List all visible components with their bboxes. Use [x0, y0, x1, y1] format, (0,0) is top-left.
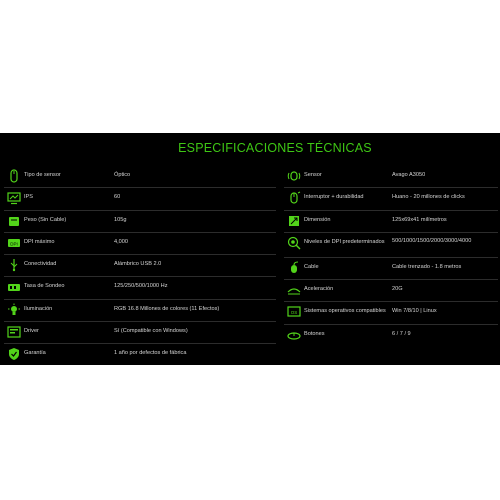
spec-value: Win 7/8/10 | Linux [392, 308, 437, 315]
spec-row [284, 325, 498, 346]
spec-value: 125/250/500/1000 Hz [114, 283, 168, 290]
spec-label: Cable [304, 263, 319, 270]
spec-label: Iluminación [24, 305, 53, 312]
left-spec-column [4, 166, 276, 366]
weight-icon [7, 214, 21, 228]
polling-icon [7, 280, 21, 294]
spec-label: Driver [24, 328, 39, 335]
spec-value: 1 año por defectos de fábrica [114, 350, 187, 357]
spec-row [4, 300, 276, 322]
mouse-icon [7, 169, 21, 183]
spec-label: Botones [304, 330, 325, 337]
spec-value: Alámbrico USB 2.0 [114, 261, 162, 268]
spec-value: Cable trenzado - 1.8 metros [392, 263, 462, 270]
spec-value: 500/1000/1500/2000/3000/4000 [392, 237, 472, 244]
spec-label: Garantía [24, 350, 46, 357]
spec-row [284, 166, 498, 188]
spec-row [4, 211, 276, 233]
spec-row [4, 166, 276, 188]
spec-value: Avago A3050 [392, 172, 426, 178]
spec-row [4, 255, 276, 277]
spec-label: Sistemas operativos compatibles [304, 308, 386, 315]
spec-row [4, 322, 276, 344]
spec-row [284, 302, 498, 324]
section-title: ESPECIFICACIONES TÉCNICAS [178, 141, 372, 155]
spec-row [284, 280, 498, 302]
driver-icon [7, 325, 21, 339]
spec-label: Interruptor + durabilidad [304, 194, 364, 201]
spec-row [4, 277, 276, 299]
spec-label: Niveles de DPI predeterminados [304, 238, 385, 245]
spec-row [4, 344, 276, 365]
spec-row [284, 188, 498, 210]
dimension-icon [287, 214, 301, 228]
spec-row [284, 233, 498, 258]
spec-row [4, 188, 276, 210]
spec-label: Peso (Sin Cable) [24, 216, 67, 223]
spec-label: Aceleración [304, 286, 334, 293]
spec-label: Sensor [304, 172, 322, 178]
spec-row [4, 233, 276, 255]
spec-row [284, 258, 498, 280]
switch-icon [287, 191, 301, 205]
spec-label: Tipo de sensor [24, 172, 61, 178]
spec-label: IPS [24, 194, 34, 201]
light-icon [7, 303, 21, 317]
spec-value: Óptico [114, 172, 131, 178]
spec-value: Sí (Compatible con Windows) [114, 328, 188, 335]
spec-value: RGB 16.8 Millones de colores (11 Efectos) [114, 305, 220, 312]
dpi-icon [7, 236, 21, 250]
acceleration-icon [287, 283, 301, 297]
spec-value: 125x69x41 milímetros [392, 216, 447, 223]
cable-icon [287, 261, 301, 275]
spec-label: Conectividad [24, 261, 57, 268]
monitor-icon [7, 191, 21, 205]
buttons-icon [287, 328, 301, 342]
spec-value: 20G [392, 286, 403, 293]
spec-value: 105g [114, 216, 127, 223]
spec-value: 4,000 [114, 238, 128, 245]
sensor-icon [287, 169, 301, 183]
svg-text:OS: OS [290, 310, 298, 316]
spec-value: Huano - 20 millones de clicks [392, 194, 465, 201]
spec-value: 6 / 7 / 9 [392, 330, 411, 337]
spec-value: 60 [114, 194, 121, 201]
shield-icon [7, 347, 21, 361]
usb-icon [7, 258, 21, 272]
os-icon [287, 305, 301, 319]
spec-label: DPI máximo [24, 238, 55, 245]
right-spec-column [284, 166, 498, 346]
spec-row [284, 211, 498, 233]
dpi-levels-icon [287, 236, 301, 250]
spec-label: Tasa de Sondeo [24, 283, 65, 290]
spec-label: Dimensión [304, 216, 331, 223]
svg-text:DPI: DPI [10, 241, 18, 247]
